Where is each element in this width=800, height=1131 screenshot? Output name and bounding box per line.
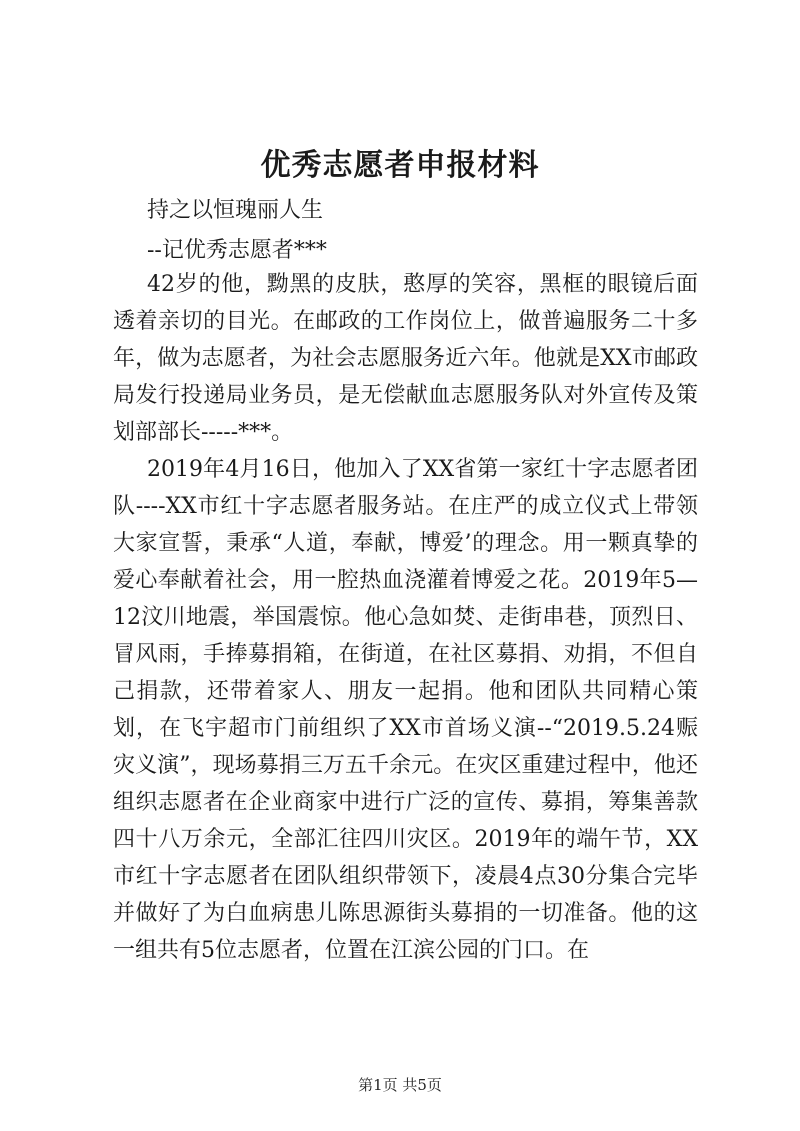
page-footer: 第1页 共5页 — [358, 1076, 442, 1094]
paragraph-2: 2019年4月16日，他加入了XX省第一家红十字志愿者团队----XX市红十字志愿者服务站。在庄严的成立仪式上带领大家宣誓，秉承“人道，奉献，博爱’的理念。用一颗真挚的爱心奉献着社会，用一腔热血浇灌着博爱之花。2019年5—12汶川地震，举国震惊。他心急如焚、走街串巷，顶烈日、冒风雨，手捧募捐箱，在街道，在社区募捐、劝捐，不但自己捐款，还带着家人、朋友一起捐。他和团队共同精心策划，在飞宇超市门前组织了XX市首场义演--“2019.5.24赈灾义演”，现场募捐三万五千余元。在灾区重建过程中，他还组织志愿者在企业商家中进行广泛的宣传、募捐，筹集善款四十八万余元，全部汇往四川灾区。2019年的端午节，XX市红十字志愿者在团队组织带领下，凌晨4点30分集合完毕并做好了为白血病患儿陈思源街头募捐的一切准备。他的这一组共有5位志愿者，位置在江滨公园的门口。在 — [113, 457, 698, 963]
paragraph-1: 42岁的他，黝黑的皮肤，憨厚的笑容，黑框的眼镜后面透着亲切的目光。在邮政的工作岗位上，做普遍服务二十多年，做为志愿者，为社会志愿服务近六年。他就是XX市邮政局发行投递局业务员，是无偿献血志愿服务队对外宣传及策划部部长-----***。 — [113, 272, 698, 445]
subtitle-line-2: --记优秀志愿者*** — [147, 238, 327, 263]
subtitle-line-1: 持之以恒瑰丽人生 — [147, 198, 324, 223]
document-body — [113, 266, 698, 969]
document-title: 优秀志愿者申报材料 — [260, 148, 540, 183]
